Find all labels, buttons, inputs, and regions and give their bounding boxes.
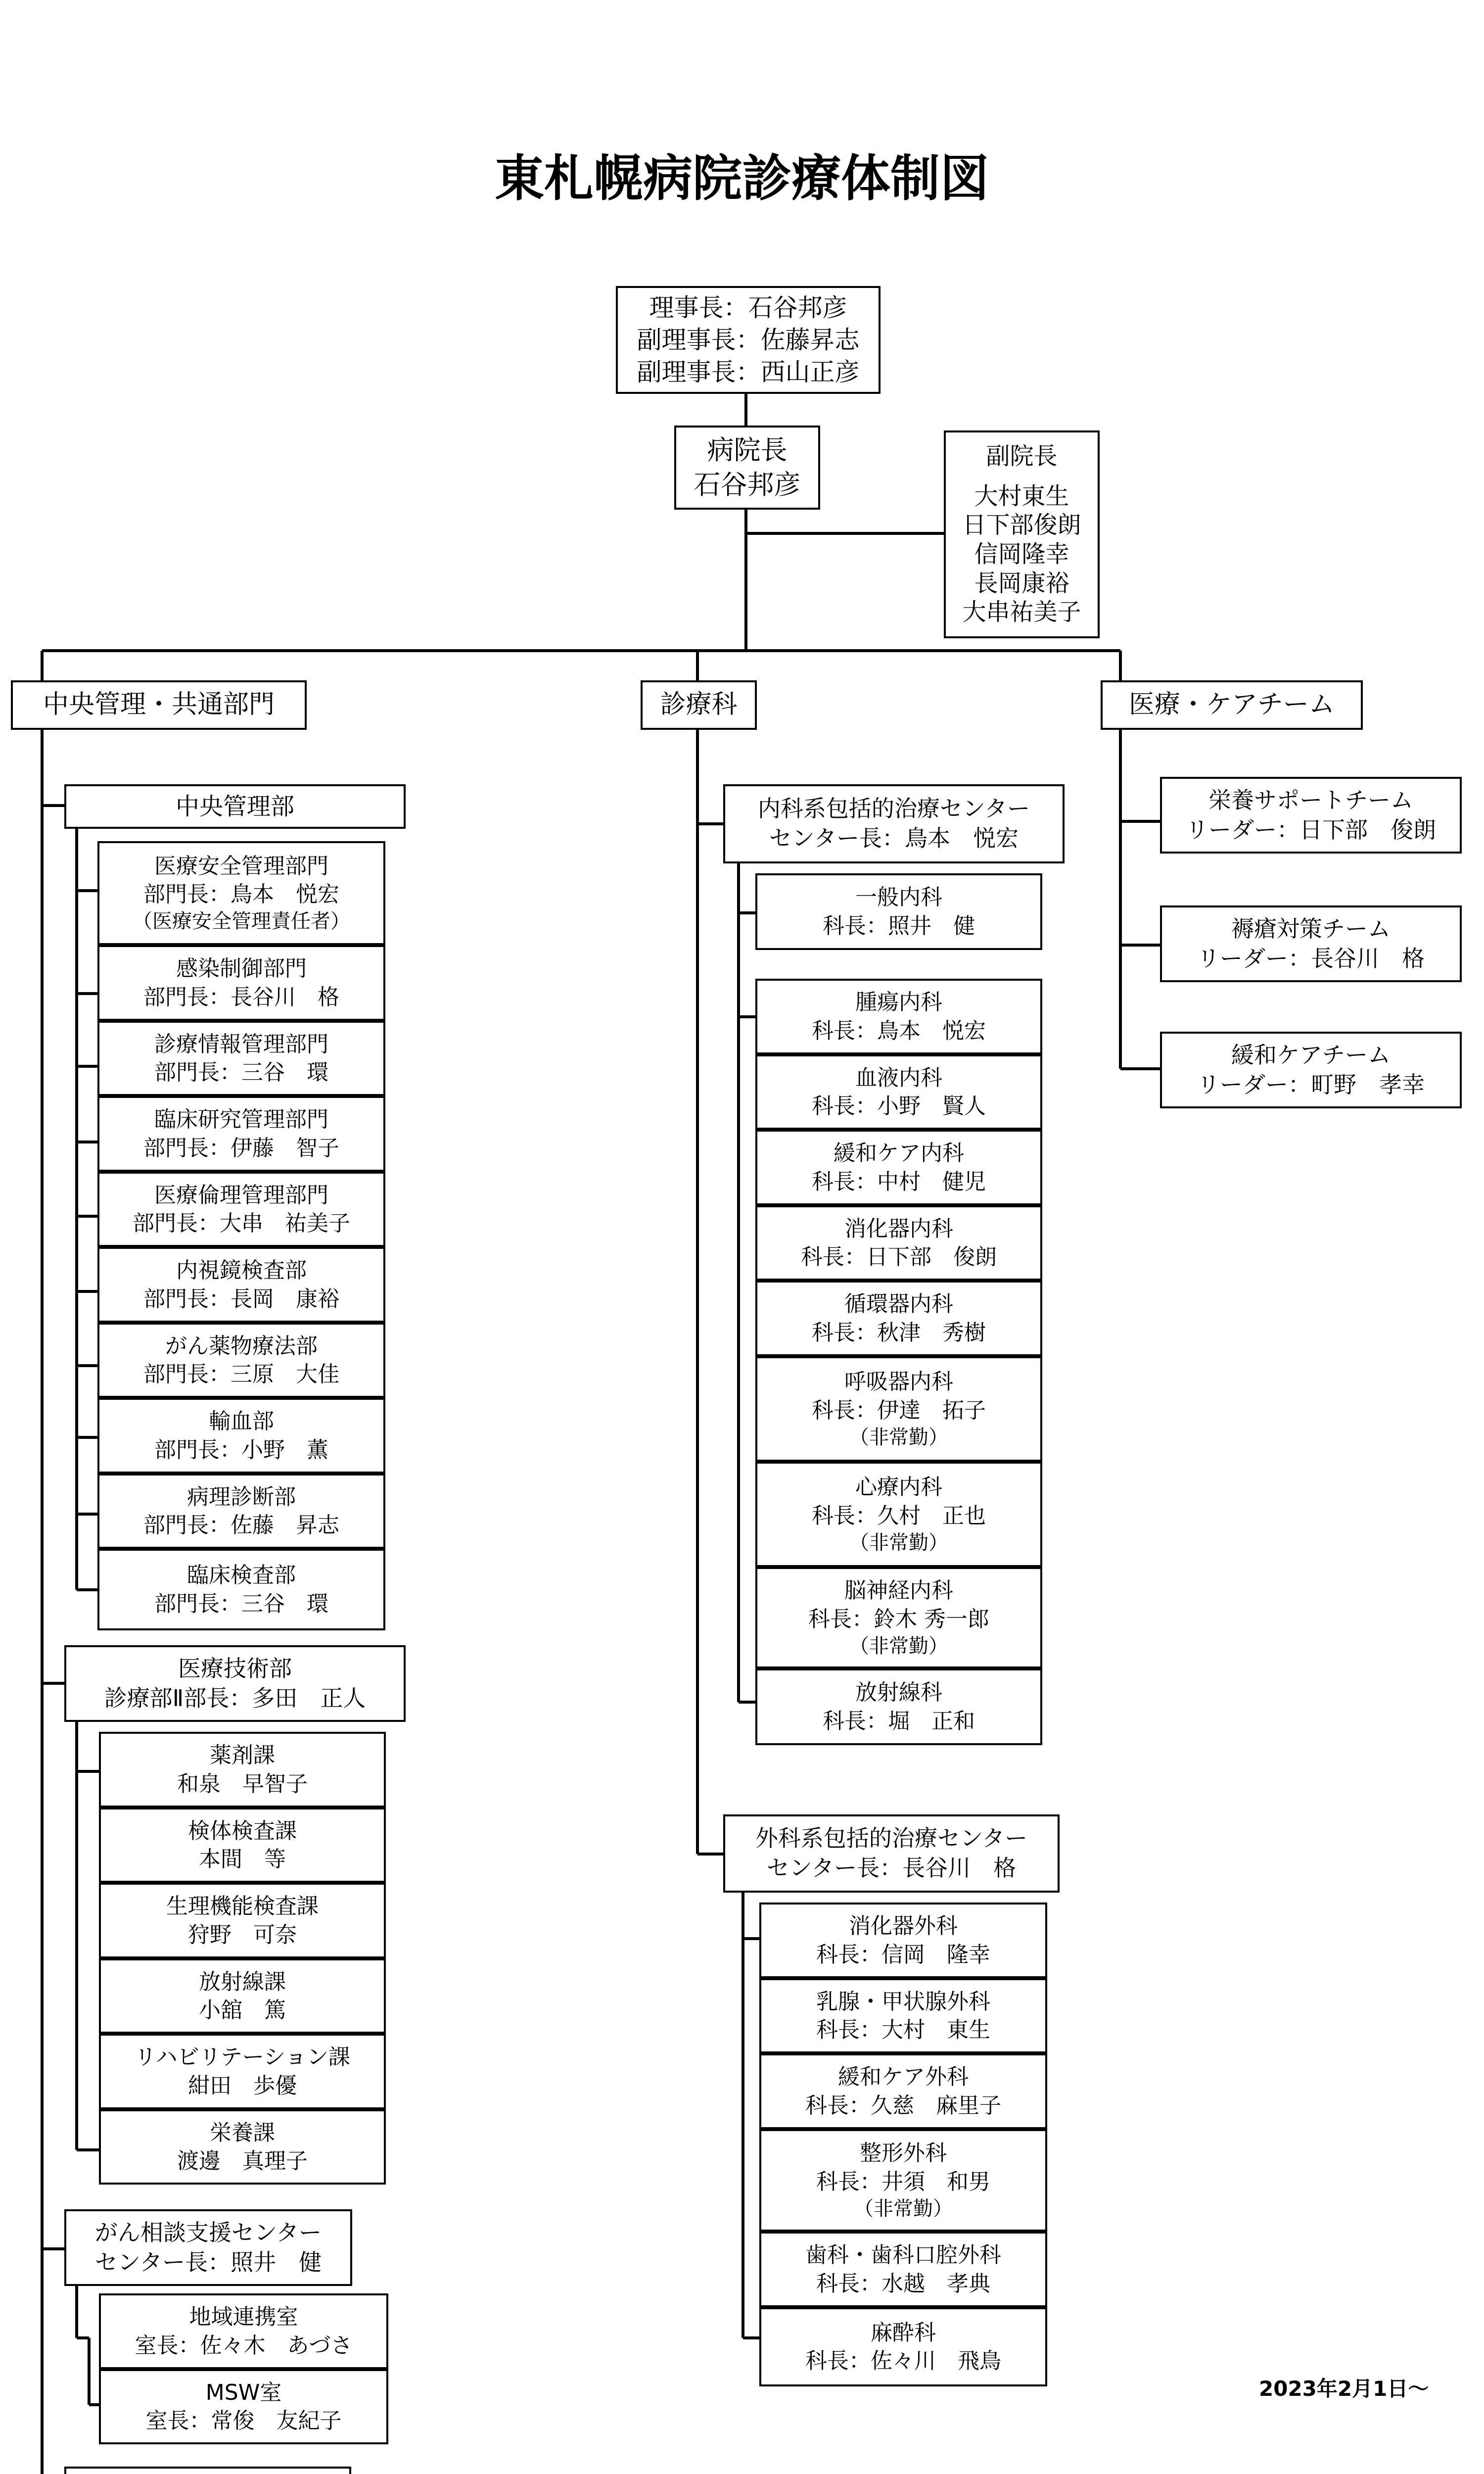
mgmt-unit <box>97 1549 385 1630</box>
dept-head: 科長：秋津 秀樹 <box>812 1320 986 1345</box>
dept-head: 科長：大村 東生 <box>816 2017 990 2043</box>
board-vice-1: 副理事長：佐藤昇志 <box>637 325 860 354</box>
tech-unit <box>99 2034 386 2109</box>
dept-note: （非常勤） <box>849 1634 948 1658</box>
dept-head: 科長：堀 正和 <box>823 1708 975 1734</box>
unit-head: 部門長：佐藤 昇志 <box>143 1513 339 1538</box>
dept-head: 科長：伊達 拓子 <box>812 1397 986 1423</box>
unit-name: 地域連携室 <box>189 2304 298 2330</box>
center-head: センター長：照井 健 <box>94 2248 322 2276</box>
unit-name: 内視鏡検査部 <box>176 1258 307 1284</box>
mgmt-unit <box>97 1247 385 1323</box>
vice-directors-box <box>944 430 1100 638</box>
internal-dept <box>755 1356 1042 1462</box>
clinical-division-label: 診療科 <box>660 690 738 720</box>
vice-director: 信岡隆幸 <box>974 540 1069 568</box>
team-name: 栄養サポートチーム <box>1208 786 1413 813</box>
board-box <box>616 286 881 394</box>
care-division-header <box>1101 680 1363 730</box>
unit-head: 狩野 可奈 <box>188 1922 297 1948</box>
unit-head: 渡邊 真理子 <box>177 2148 308 2174</box>
dept-head: 科長：小野 賢人 <box>812 1094 986 1119</box>
dept-name: 脳神経内科 <box>844 1578 953 1604</box>
unit-head: 部門長：三原 大佳 <box>143 1362 339 1387</box>
mgmt-unit <box>97 1398 385 1474</box>
team-leader: リーダー：町野 孝幸 <box>1197 1071 1425 1098</box>
dept-name: 麻酔科 <box>871 2320 936 2345</box>
tech-dept <box>64 1645 406 1722</box>
dept-name: 整形外科 <box>860 2141 947 2166</box>
dept-head: 科長：久村 正也 <box>812 1503 986 1528</box>
board-chair: 理事長：石谷邦彦 <box>649 293 847 322</box>
surgical-dept <box>759 2307 1047 2386</box>
surgical-dept <box>759 2129 1047 2232</box>
mgmt-unit <box>97 1021 385 1096</box>
page-title: 東札幌病院診療体制図 <box>495 149 989 207</box>
unit-name: 薬剤課 <box>210 1743 275 1768</box>
care-team <box>1160 905 1462 982</box>
central-division-header <box>11 680 307 730</box>
dept-head: 科長：佐々川 飛鳥 <box>805 2348 1001 2374</box>
center-name: 外科系包括的治療センター <box>755 1825 1028 1852</box>
unit-name: 生理機能検査課 <box>166 1894 319 1919</box>
team-name: 褥瘡対策チーム <box>1231 915 1391 942</box>
tech-unit <box>99 1808 386 1883</box>
effective-date: 2023年2月1日～ <box>1259 2377 1429 2401</box>
internal-dept <box>755 873 1042 950</box>
internal-dept <box>755 979 1042 1054</box>
unit-name: 臨床検査部 <box>187 1563 296 1588</box>
central-division-label: 中央管理・共通部門 <box>43 690 275 720</box>
director-title: 病院長 <box>707 434 788 466</box>
vice-director: 大串祐美子 <box>962 598 1081 626</box>
nursing-dept <box>64 2467 351 2474</box>
mgmt-unit <box>97 1172 385 1247</box>
dept-head: 科長：信岡 隆幸 <box>816 1942 990 1967</box>
surgical-dept <box>759 2232 1047 2307</box>
care-team <box>1160 1032 1462 1108</box>
center-name: 内科系包括的治療センター <box>757 795 1030 822</box>
dept-head: 科長：水越 孝典 <box>816 2271 990 2296</box>
dept-name: 乳腺・甲状腺外科 <box>816 1989 990 2014</box>
internal-dept <box>755 1668 1042 1745</box>
tech-dept-head: 診療部Ⅱ部長：多田 正人 <box>104 1684 366 1712</box>
unit-head: 本間 等 <box>199 1847 286 1872</box>
unit-name: 検体検査課 <box>188 1818 297 1844</box>
team-leader: リーダー：長谷川 格 <box>1197 945 1425 972</box>
unit-head: 部門長：三谷 環 <box>154 1591 328 1617</box>
dept-name: 消化器外科 <box>849 1913 958 1939</box>
director-box <box>674 426 820 510</box>
board-vice-2: 副理事長：西山正彦 <box>637 357 860 386</box>
tech-unit <box>99 1958 386 2034</box>
surgical-dept <box>759 2053 1047 2129</box>
vice-directors-heading: 副院長 <box>986 442 1058 471</box>
dept-name: 歯科・歯科口腔外科 <box>805 2242 1001 2268</box>
dept-head: 科長：照井 健 <box>823 913 975 939</box>
tech-unit <box>99 1883 386 1958</box>
unit-head: 小舘 篤 <box>199 1998 286 2023</box>
dept-name: 循環器内科 <box>844 1291 953 1317</box>
internal-dept <box>755 1462 1042 1567</box>
dept-name: 血液内科 <box>855 1065 942 1091</box>
unit-name: 放射線課 <box>199 1969 286 1995</box>
tech-unit <box>99 1732 386 1808</box>
internal-dept <box>755 1205 1042 1281</box>
surgical-center <box>723 1814 1060 1893</box>
unit-name: 臨床研究管理部門 <box>154 1107 328 1133</box>
vice-director: 日下部俊朗 <box>962 511 1081 539</box>
dept-head: 科長：鳥本 悦宏 <box>812 1018 986 1044</box>
unit-name: がん薬物療法部 <box>165 1333 318 1359</box>
center-head: センター長：長谷川 格 <box>766 1855 1017 1881</box>
unit-head: 部門長：長岡 康裕 <box>143 1286 339 1312</box>
tech-dept-name: 医療技術部 <box>178 1655 292 1682</box>
cancer-unit <box>99 2369 388 2444</box>
central-mgmt-dept <box>64 784 406 829</box>
dept-name: 腫瘍内科 <box>855 990 942 1015</box>
dept-name: 心療内科 <box>855 1475 942 1500</box>
care-division-label: 医療・ケアチーム <box>1128 690 1335 720</box>
unit-head: 部門長：鳥本 悦宏 <box>143 882 339 907</box>
unit-head: 部門長：長谷川 格 <box>143 984 339 1010</box>
internal-dept <box>755 1054 1042 1130</box>
dept-name: 呼吸器内科 <box>844 1369 953 1395</box>
care-team <box>1160 777 1462 854</box>
unit-name: 輸血部 <box>209 1409 274 1434</box>
dept-name: 緩和ケア内科 <box>834 1141 964 1166</box>
mgmt-unit <box>97 1474 385 1549</box>
dept-head: 科長：久慈 麻里子 <box>805 2093 1001 2118</box>
unit-head: 室長：佐々木 あづさ <box>135 2332 353 2358</box>
unit-head: 部門長：大串 祐美子 <box>133 1211 350 1236</box>
clinical-division-header <box>641 680 757 730</box>
dept-note: （非常勤） <box>849 1426 948 1449</box>
unit-name: 医療倫理管理部門 <box>154 1182 328 1208</box>
dept-name: 放射線科 <box>855 1680 942 1706</box>
unit-head: 和泉 早智子 <box>177 1771 308 1797</box>
mgmt-unit <box>97 1096 385 1172</box>
internal-dept <box>755 1130 1042 1205</box>
internal-dept <box>755 1567 1042 1668</box>
unit-name: 感染制御部門 <box>176 956 307 982</box>
dept-head: 科長：中村 健児 <box>812 1169 986 1194</box>
unit-note: （医療安全管理責任者） <box>133 910 350 933</box>
dept-note: （非常勤） <box>854 2197 953 2220</box>
vice-director: 大村東生 <box>974 482 1069 510</box>
dept-note: （非常勤） <box>849 1531 948 1554</box>
dept-name: 消化器内科 <box>844 1216 953 1241</box>
tech-unit <box>99 2109 386 2185</box>
dept-name: 一般内科 <box>855 885 942 910</box>
dept-head: 科長：鈴木 秀一郎 <box>808 1606 989 1632</box>
unit-name: 医療安全管理部門 <box>154 853 328 879</box>
cancer-support-center <box>64 2209 352 2286</box>
dept-head: 科長：井須 和男 <box>816 2169 990 2194</box>
unit-name: 診療情報管理部門 <box>154 1031 328 1057</box>
unit-head: 部門長：小野 薫 <box>154 1437 328 1463</box>
vice-director: 長岡康裕 <box>974 569 1069 597</box>
surgical-dept <box>759 1903 1047 1978</box>
cancer-unit <box>99 2293 388 2369</box>
center-name: がん相談支援センター <box>94 2219 322 2246</box>
surgical-dept <box>759 1978 1047 2053</box>
team-leader: リーダー：日下部 俊朗 <box>1186 816 1436 843</box>
unit-head: 部門長：三谷 環 <box>154 1060 328 1085</box>
dept-name: 緩和ケア外科 <box>838 2064 969 2090</box>
unit-head: 紺田 歩優 <box>188 2073 297 2098</box>
unit-name: 栄養課 <box>210 2120 275 2145</box>
internal-dept <box>755 1281 1042 1356</box>
unit-name: MSW室 <box>205 2379 282 2405</box>
director-name: 石谷邦彦 <box>694 469 801 500</box>
unit-head: 部門長：伊藤 智子 <box>143 1135 339 1161</box>
unit-head: 室長：常俊 友紀子 <box>145 2408 342 2433</box>
unit-name: 病理診断部 <box>187 1484 296 1510</box>
mgmt-unit <box>97 945 385 1021</box>
unit-name: リハビリテーション課 <box>134 2045 351 2070</box>
center-head: センター長：鳥本 悦宏 <box>769 825 1019 852</box>
central-mgmt-label: 中央管理部 <box>175 792 294 820</box>
team-name: 緩和ケアチーム <box>1231 1041 1391 1068</box>
dept-head: 科長：日下部 俊朗 <box>801 1244 997 1270</box>
mgmt-unit <box>97 841 385 945</box>
mgmt-unit <box>97 1323 385 1398</box>
internal-medicine-center <box>723 784 1065 863</box>
